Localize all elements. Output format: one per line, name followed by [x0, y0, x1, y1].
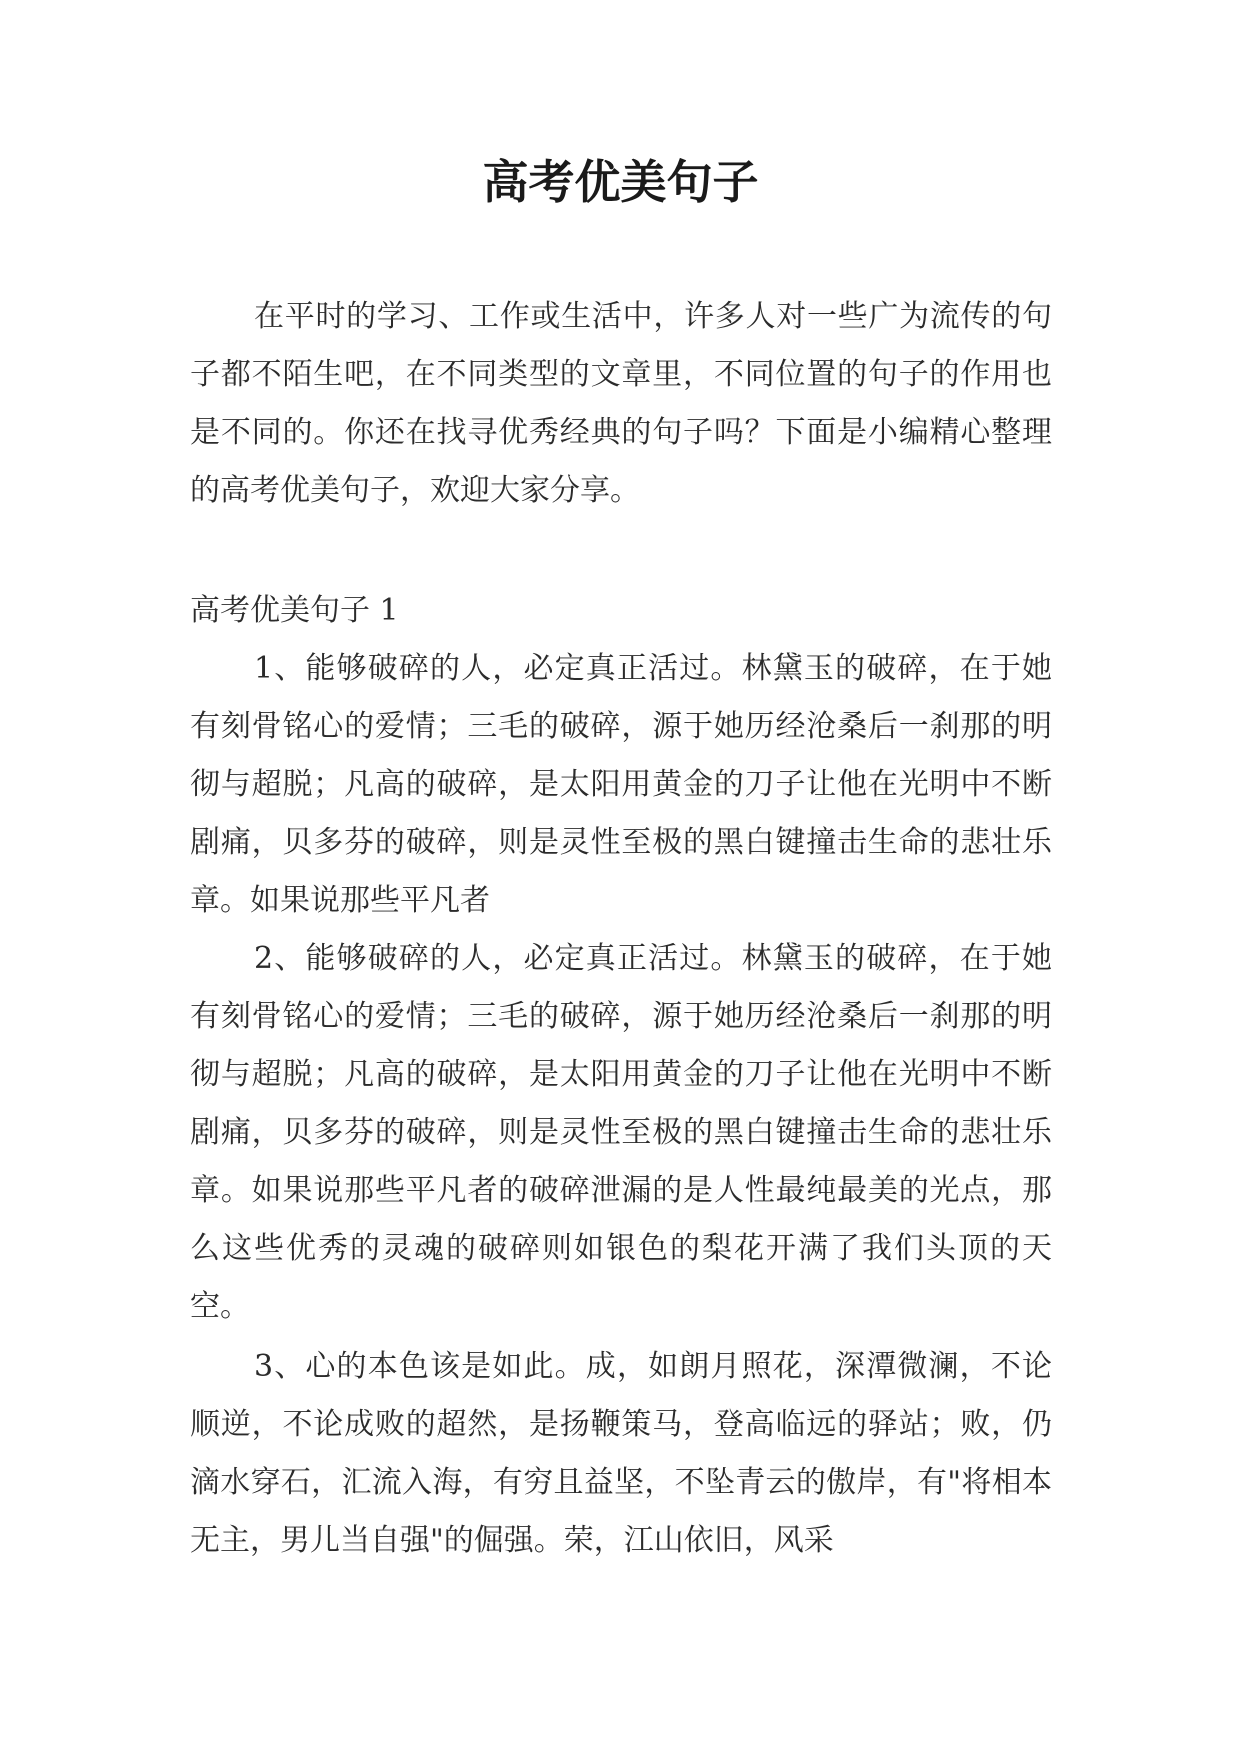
intro-paragraph: 在平时的学习、工作或生活中，许多人对一些广为流传的句子都不陌生吧，在不同类型的文章里，不同位置的句子的作用也是不同的。你还在找寻优秀经典的句子吗？下面是小编精心整理的高考优美句子，欢迎大家分享。 — [190, 299, 1052, 508]
section-heading: 高考优美句子 1 — [190, 593, 399, 628]
sentence-item: 3、心的本色该是如此。成，如朗月照花，深潭微澜，不论顺逆，不论成败的超然，是扬鞭策马，登高临远的驿站；败，仍滴水穿石，汇流入海，有穷且益坚，不坠青云的傲岸，有"将相本无主，男儿当自强"的倔强。荣，江山依旧，风采 — [190, 1349, 1052, 1558]
sentence-item: 2、能够破碎的人，必定真正活过。林黛玉的破碎，在于她有刻骨铭心的爱情；三毛的破碎，源于她历经沧桑后一刹那的明彻与超脱；凡高的破碎，是太阳用黄金的刀子让他在光明中不断剧痛，贝多芬的破碎，则是灵性至极的黑白键撞击生命的悲壮乐章。如果说那些平凡者的破碎泄漏的是人性最纯最美的光点，那么这些优秀的灵魂的破碎则如银色的梨花开满了我们头顶的天空。 — [190, 941, 1052, 1324]
sentence-item: 1、能够破碎的人，必定真正活过。林黛玉的破碎，在于她有刻骨铭心的爱情；三毛的破碎，源于她历经沧桑后一刹那的明彻与超脱；凡高的破碎，是太阳用黄金的刀子让他在光明中不断剧痛，贝多芬的破碎，则是灵性至极的黑白键撞击生命的悲壮乐章。如果说那些平凡者 — [190, 651, 1052, 918]
document-title: 高考优美句子 — [482, 155, 759, 209]
